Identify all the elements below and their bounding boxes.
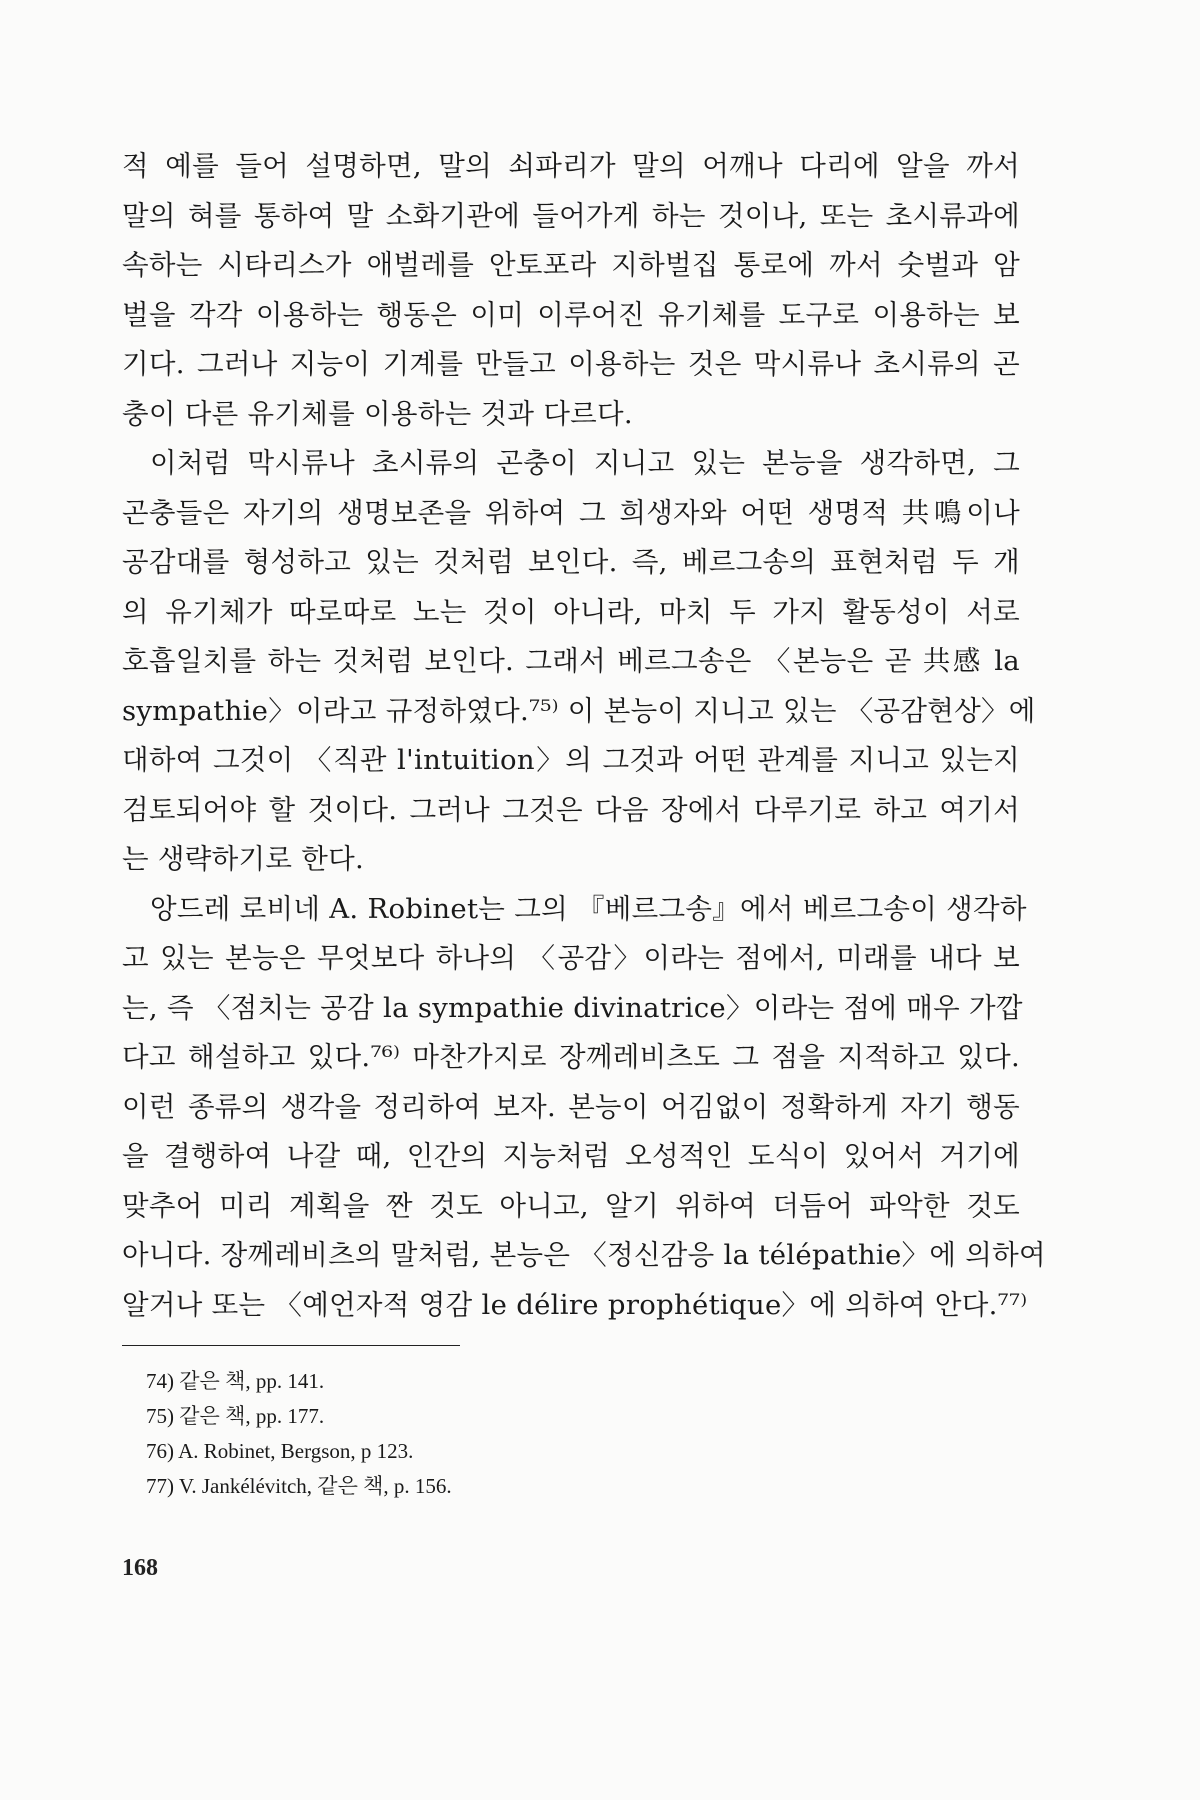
page-number: 168 [122,1555,158,1581]
text-line: 이런 종류의 생각을 정리하여 보자. 본능이 어김없이 정확하게 자기 행동 [122,1090,1020,1123]
text-line: 벌을 각각 이용하는 행동은 이미 이루어진 유기체를 도구로 이용하는 보 [122,298,1020,331]
text-line: 말의 혀를 통하여 말 소화기관에 들어가게 하는 것이나, 또는 초시류과에 [122,199,1020,232]
footnote-77: 77) V. Jankélévitch, 같은 책, p. 156. [146,1474,452,1498]
body-text [122,142,1046,1330]
text-line: sympathie〉이라고 규정하였다.⁷⁵⁾ 이 본능이 지니고 있는 〈공감현상〉에 [122,694,1036,727]
footnote-76: 76) A. Robinet, Bergson, p 123. [146,1439,414,1463]
text-line: 대하여 그것이 〈직관 l'intuition〉의 그것과 어떤 관계를 지니고 있는지 [122,744,1020,776]
text-line: 의 유기체가 따로따로 노는 것이 아니라, 마치 두 가지 활동성이 서로 [122,595,1020,628]
text-line: 공감대를 형성하고 있는 것처럼 보인다. 즉, 베르그송의 표현처럼 두 개 [122,546,1020,578]
text-line: 호흡일치를 하는 것처럼 보인다. 그래서 베르그송은 〈본능은 곧 共感 la [122,645,1020,677]
text-line: 는, 즉 〈점치는 공감 la sympathie divinatrice〉이라는 점에 매우 가깝 [122,991,1023,1024]
text-line: 알거나 또는 〈예언자적 영감 le délire prophétique〉에 의하여 안다.⁷⁷⁾ [122,1288,1028,1321]
text-line: 이처럼 막시류나 초시류의 곤충이 지니고 있는 본능을 생각하면, 그 [150,447,1020,479]
footnotes [146,1364,846,1504]
text-line: 다고 해설하고 있다.⁷⁶⁾ 마찬가지로 장께레비츠도 그 점을 지적하고 있다. [122,1041,1020,1073]
text-line: 곤충들은 자기의 생명보존을 위하여 그 희생자와 어떤 생명적 共鳴이나 [122,496,1020,529]
text-line: 맞추어 미리 계획을 짠 것도 아니고, 알기 위하여 더듬어 파악한 것도 [122,1189,1020,1222]
text-line: 고 있는 본능은 무엇보다 하나의 〈공감〉이라는 점에서, 미래를 내다 보 [122,942,1020,974]
text-line: 아니다. 장께레비츠의 말처럼, 본능은 〈정신감응 la télépathie〉에 의하여 [122,1239,1046,1271]
text-line: 속하는 시타리스가 애벌레를 안토포라 지하벌집 통로에 까서 숫벌과 암 [122,249,1020,281]
text-line: 기다. 그러나 지능이 기계를 만들고 이용하는 것은 막시류나 초시류의 곤 [122,348,1020,380]
text-line: 적 예를 들어 설명하면, 말의 쇠파리가 말의 어깨나 다리에 알을 까서 [122,150,1020,182]
footnote-divider [122,1345,460,1346]
text-line: 을 결행하여 나갈 때, 인간의 지능처럼 오성적인 도식이 있어서 거기에 [122,1140,1020,1172]
text-line: 앙드레 로비네 A. Robinet는 그의 『베르그송』에서 베르그송이 생각하 [150,892,1027,925]
text-line: 충이 다른 유기체를 이용하는 것과 다르다. [122,397,633,430]
footnote-74: 74) 같은 책, pp. 141. [146,1369,325,1393]
footnote-75: 75) 같은 책, pp. 177. [146,1404,325,1428]
text-line: 는 생략하기로 한다. [122,843,365,875]
text-line: 검토되어야 할 것이다. 그러나 그것은 다음 장에서 다루기로 하고 여기서 [122,793,1020,826]
